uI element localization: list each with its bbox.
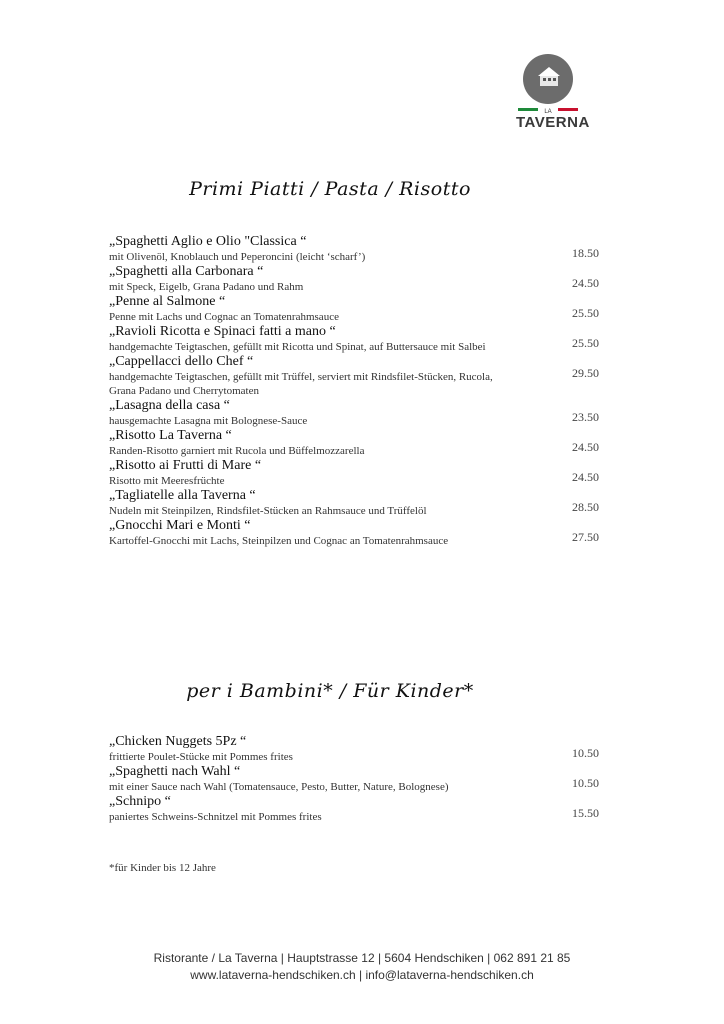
menu-item-description: handgemachte Teigtaschen, gefüllt mit Trüffel, serviert mit Rindsfilet-Stücken, Rucola, Grana Padano und Cherrytomaten: [109, 371, 493, 397]
menu-item-name: „Schnipo “: [109, 794, 171, 809]
menu-item-description: handgemachte Teigtaschen, gefüllt mit Ricotta und Spinat, auf Buttersauce mit Salbei: [109, 341, 486, 353]
menu-item-name: „Spaghetti Aglio e Olio "Classica “: [109, 234, 307, 249]
section-title-kids: per i Bambini* / Für Kinder*: [186, 680, 474, 702]
menu-item: [109, 234, 609, 264]
menu-item: [109, 734, 609, 764]
house-icon: [536, 64, 562, 88]
menu-item-price: 28.50: [572, 500, 599, 514]
menu-item: [109, 324, 609, 354]
menu-item-price: 25.50: [572, 336, 599, 350]
menu-item-price: 18.50: [572, 246, 599, 260]
restaurant-logo: [516, 54, 590, 132]
menu-item-description: mit einer Sauce nach Wahl (Tomatensauce, Pesto, Butter, Nature, Bolognese): [109, 781, 449, 793]
footer: [0, 950, 724, 984]
menu-item: [109, 488, 609, 518]
menu-item-description: Risotto mit Meeresfrüchte: [109, 475, 225, 487]
menu-item-price: 24.50: [572, 470, 599, 484]
menu-item-price: 24.50: [572, 440, 599, 454]
menu-item-name: „Cappellacci dello Chef “: [109, 354, 254, 369]
menu-item-price: 15.50: [572, 806, 599, 820]
menu-item: [109, 398, 609, 428]
menu-item-name: „Risotto La Taverna “: [109, 428, 232, 443]
menu-item: [109, 794, 609, 824]
menu-item-name: „Lasagna della casa “: [109, 398, 230, 413]
menu-item: [109, 518, 609, 548]
menu-item-description: Penne mit Lachs und Cognac an Tomatenrahmsauce: [109, 311, 339, 323]
menu-item: [109, 458, 609, 488]
logo-small-text: LA: [544, 109, 552, 115]
section-title-pasta: Primi Piatti / Pasta / Risotto: [189, 178, 471, 200]
menu-item-description: hausgemachte Lasagna mit Bolognese-Sauce: [109, 415, 308, 427]
logo-badge: [523, 54, 573, 104]
menu-item: [109, 294, 609, 324]
menu-item-price: 25.50: [572, 306, 599, 320]
menu-item-name: „Spaghetti alla Carbonara “: [109, 264, 264, 279]
menu-item-description: Kartoffel-Gnocchi mit Lachs, Steinpilzen und Cognac an Tomatenrahmsauce: [109, 535, 449, 547]
menu-item-name: „Spaghetti nach Wahl “: [109, 764, 241, 779]
menu-item-name: „Ravioli Ricotta e Spinaci fatti a mano “: [109, 324, 336, 339]
footer-address: Ristorante / La Taverna | Hauptstrasse 12 | 5604 Hendschiken | 062 891 21 85: [153, 951, 571, 965]
menu-item-price: 10.50: [572, 776, 599, 790]
menu-item-name: „Gnocchi Mari e Monti “: [109, 518, 251, 533]
menu-item-name: „Risotto ai Frutti di Mare “: [109, 458, 262, 473]
menu-item: [109, 428, 609, 458]
kids-age-note: *für Kinder bis 12 Jahre: [109, 862, 216, 874]
menu-item-description: Nudeln mit Steinpilzen, Rindsfilet-Stücken an Rahmsauce und Trüffelöl: [109, 505, 427, 517]
menu-item-price: 27.50: [572, 530, 599, 544]
menu-item-name: „Tagliatelle alla Taverna “: [109, 488, 256, 503]
menu-item-price: 23.50: [572, 410, 599, 424]
menu-item-description: mit Speck, Eigelb, Grana Padano und Rahm: [109, 281, 304, 293]
menu-item-price: 29.50: [572, 366, 599, 380]
menu-item-price: 10.50: [572, 746, 599, 760]
footer-contact: www.lataverna-hendschiken.ch | info@lataverna-hendschiken.ch: [190, 968, 534, 982]
pasta-menu-list: [109, 234, 609, 548]
menu-item-description: Randen-Risotto garniert mit Rucola und Büffelmozzarella: [109, 445, 365, 457]
menu-item: [109, 354, 609, 398]
menu-item-description: frittierte Poulet-Stücke mit Pommes frites: [109, 751, 293, 763]
menu-item-description: paniertes Schweins-Schnitzel mit Pommes frites: [109, 811, 322, 823]
logo-name: TAVERNA: [516, 114, 590, 131]
menu-item: [109, 264, 609, 294]
menu-item-name: „Chicken Nuggets 5Pz “: [109, 734, 247, 749]
menu-item-price: 24.50: [572, 276, 599, 290]
menu-item-description: mit Olivenöl, Knoblauch und Peperoncini (leicht ‘scharf’): [109, 251, 366, 263]
menu-item: [109, 764, 609, 794]
menu-item-name: „Penne al Salmone “: [109, 294, 226, 309]
kids-menu-list: [109, 734, 609, 824]
